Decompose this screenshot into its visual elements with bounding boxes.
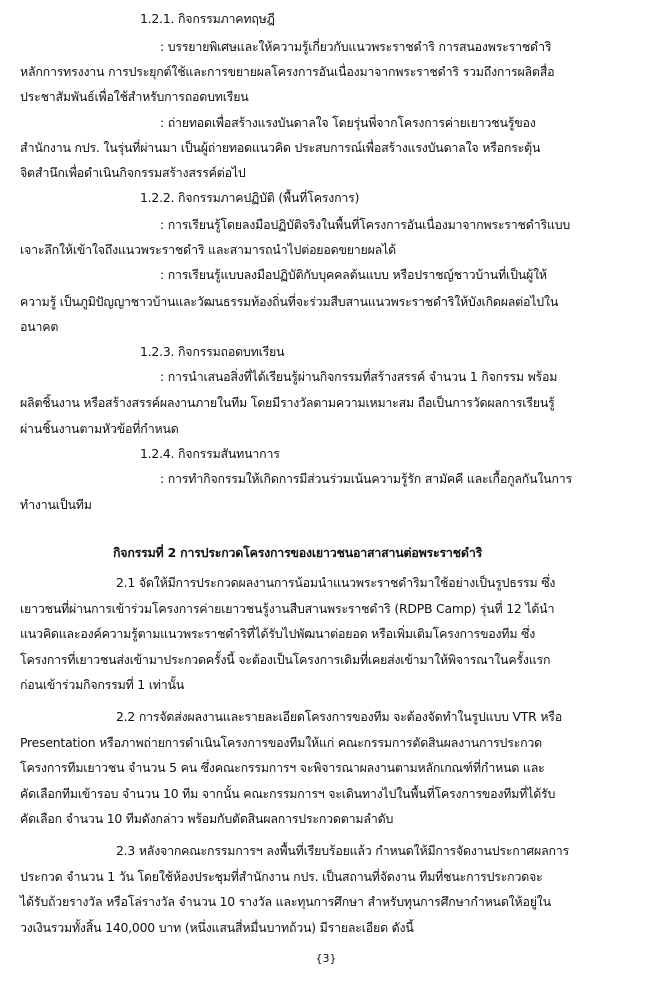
paragraph-line: เจาะลึกให้เข้าใจถึงแนวพระราชดำริ และสามารถนำไปต่อยอดขยายผลได้	[20, 242, 396, 257]
paragraph-line: : การเรียนรู้แบบลงมือปฏิบัติกับบุคคลต้นแบบ หรือปราชญ์ชาวบ้านที่เป็นผู้ให้	[160, 267, 547, 282]
paragraph-line: 2.2 การจัดส่งผลงานและรายละเอียดโครงการของทีม จะต้องจัดทำในรูปแบบ VTR หรือ	[116, 709, 562, 724]
paragraph-line: โครงการที่เยาวชนส่งเข้ามาประกวดครั้งนี้ จะต้องเป็นโครงการเดิมที่เคยส่งเข้ามาให้พิจารณาในครั้งแรก	[20, 652, 551, 667]
paragraph-line: คัดเลือกทีมเข้ารอบ จำนวน 10 ทีม จากนั้น คณะกรรมการฯ จะเดินทางไปในพื้นที่โครงการของทีมที่ได้รับ	[20, 786, 556, 801]
paragraph-line: แนวคิดและองค์ความรู้ตามแนวพระราชดำริที่ได้รับไปพัฒนาต่อยอด หรือเพิ่มเติมโครงการของทีม ซึ่ง	[20, 626, 536, 641]
paragraph-line: : การเรียนรู้โดยลงมือปฏิบัติจริงในพื้นที่โครงการอันเนื่องมาจากพระราชดำริแบบ	[160, 217, 571, 232]
paragraph-line: จิตสำนึกเพื่อดำเนินกิจกรรมสร้างสรรค์ต่อไป	[20, 165, 246, 180]
paragraph-line: โครงการทีมเยาวชน จำนวน 5 คน ซึ่งคณะกรรมการฯ จะพิจารณาผลงานตามหลักเกณฑ์ที่กำหนด และ	[20, 760, 545, 775]
heading-1-2-4: 1.2.4. กิจกรรมสันทนาการ	[140, 446, 280, 461]
heading-1-2-3: 1.2.3. กิจกรรมถอดบทเรียน	[140, 344, 285, 359]
paragraph-line: ได้รับถ้วยรางวัล หรือโล่รางวัล จำนวน 10 รางวัล และทุนการศึกษา สำหรับทุนการศึกษากำหนดให้อยู่ใน	[20, 894, 551, 909]
paragraph-line: คัดเลือก จำนวน 10 ทีมดังกล่าว พร้อมกับตัดสินผลการประกวดตามลำดับ	[20, 811, 394, 826]
paragraph-line: Presentation หรือภาพถ่ายการดำเนินโครงการของทีมให้แก่ คณะกรรมการตัดสินผลงานการประกวด	[20, 735, 543, 750]
paragraph-line: เยาวชนที่ผ่านการเข้าร่วมโครงการค่ายเยาวชนรู้งานสืบสานพระราชดำริ (RDPB Camp) รุ่นที่ 12 ได้นำ	[20, 601, 555, 616]
activity-2-title: กิจกรรมที่ 2 การประกวดโครงการของเยาวชนอาสาสานต่อพระราชดำริ	[113, 545, 483, 560]
paragraph-line: ทำงานเป็นทีม	[20, 497, 92, 512]
heading-1-2-2: 1.2.2. กิจกรรมภาคปฏิบัติ (พื้นที่โครงการ)	[140, 190, 360, 205]
paragraph-line: : การทำกิจกรรมให้เกิดการมีส่วนร่วมเน้นความรู้รัก สามัคคี และเกื้อกูลกันในการ	[160, 471, 572, 486]
paragraph-line: ผลิตชิ้นงาน หรือสร้างสรรค์ผลงานภายในทีม โดยมีรางวัลตามความเหมาะสม ถือเป็นการวัดผลการเรียนรู้	[20, 395, 555, 410]
paragraph-line: 2.3 หลังจากคณะกรรมการฯ ลงพื้นที่เรียบร้อยแล้ว กำหนดให้มีการจัดงานประกาศผลการ	[116, 843, 569, 858]
paragraph-line: สำนักงาน กปร. ในรุ่นที่ผ่านมา เป็นผู้ถ่ายทอดแนวคิด ประสบการณ์เพื่อสร้างแรงบันดาลใจ หรือกระตุ้น	[20, 140, 541, 155]
paragraph-line: ประชาสัมพันธ์เพื่อใช้สำหรับการถอดบทเรียน	[20, 89, 249, 104]
paragraph-line: : การนำเสนอสิ่งที่ได้เรียนรู้ผ่านกิจกรรมที่สร้างสรรค์ จำนวน 1 กิจกรรม พร้อม	[160, 369, 558, 384]
paragraph-line: ความรู้ เป็นภูมิปัญญาชาวบ้านและวัฒนธรรมท้องถิ่นที่จะร่วมสืบสานแนวพระราชดำริให้บังเกิดผลต่อไปใน	[20, 294, 559, 309]
paragraph-line: 2.1 จัดให้มีการประกวดผลงานการน้อมนำแนวพระราชดำริมาใช้อย่างเป็นรูปธรรม ซึ่ง	[116, 575, 556, 590]
paragraph-line: อนาคต	[20, 319, 59, 334]
paragraph-line: ประกวด จำนวน 1 วัน โดยใช้ห้องประชุมที่สำนักงาน กปร. เป็นสถานที่จัดงาน ทีมที่ชนะการประกวดจะ	[20, 869, 543, 884]
paragraph-line: : ถ่ายทอดเพื่อสร้างแรงบันดาลใจ โดยรุ่นพี่จากโครงการค่ายเยาวชนรู้ของ	[160, 115, 536, 130]
paragraph-line: ก่อนเข้าร่วมกิจกรรมที่ 1 เท่านั้น	[20, 677, 185, 692]
paragraph-line: ผ่านชิ้นงานตามหัวข้อที่กำหนด	[20, 421, 179, 436]
paragraph-line: หลักการทรงงาน การประยุกต์ใช้และการขยายผลโครงการอันเนื่องมาจากพระราชดำริ รวมถึงการผลิตสื่อ	[20, 64, 555, 79]
heading-1-2-1: 1.2.1. กิจกรรมภาคทฤษฎี	[140, 11, 275, 26]
paragraph-line: : บรรยายพิเศษและให้ความรู้เกี่ยวกับแนวพระราชดำริ การสนองพระราชดำริ	[160, 39, 552, 54]
page-number: {3}	[315, 952, 337, 965]
paragraph-line: วงเงินรวมทั้งสิ้น 140,000 บาท (หนึ่งแสนสี่หมื่นบาทถ้วน) มีรายละเอียด ดังนี้	[20, 920, 414, 935]
